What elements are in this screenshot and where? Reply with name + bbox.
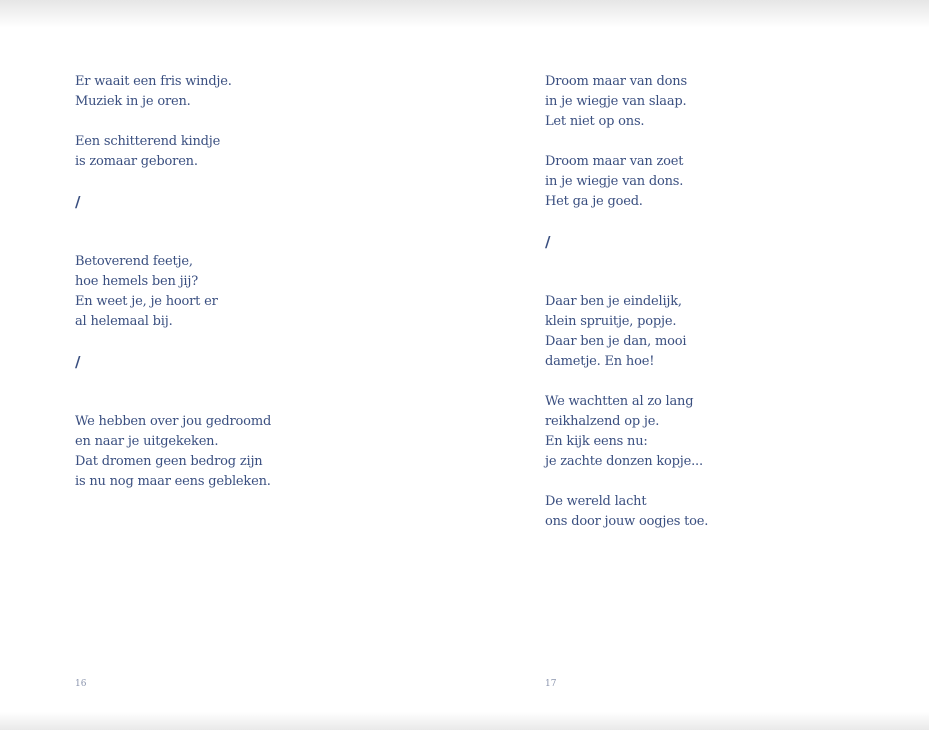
poem-line: De wereld lacht	[545, 494, 647, 509]
stanza	[75, 72, 271, 112]
poem-line: in je wiegje van slaap.	[545, 94, 687, 109]
poem-line: Daar ben je eindelijk,	[545, 294, 682, 309]
stanza	[545, 292, 708, 372]
right-page	[465, 0, 929, 730]
poem-line: En weet je, je hoort er	[75, 294, 218, 309]
poem-line: al helemaal bij.	[75, 314, 173, 329]
poem-text-left	[75, 72, 271, 512]
poem-line: Er waait een fris windje.	[75, 74, 232, 89]
stanza	[545, 72, 708, 132]
poem-line: reikhalzend op je.	[545, 414, 660, 429]
poem-line: ons door jouw oogjes toe.	[545, 514, 709, 529]
poem-line: Let niet op ons.	[545, 114, 645, 129]
poem-line: Droom maar van dons	[545, 74, 687, 89]
poem-line: je zachte donzen kopje...	[545, 454, 703, 469]
poem-line: Het ga je goed.	[545, 194, 643, 209]
page-number: 17	[545, 679, 557, 689]
poem-text-right	[545, 72, 708, 552]
poem-line: Droom maar van zoet	[545, 154, 684, 169]
poem-line: Dat dromen geen bedrog zijn	[75, 454, 263, 469]
poem-line: We hebben over jou gedroomd	[75, 414, 272, 429]
poem-line: dametje. En hoe!	[545, 354, 655, 369]
section-separator: /	[75, 353, 81, 371]
page-number: 16	[75, 679, 87, 689]
stanza	[545, 152, 708, 212]
poem-line: Daar ben je dan, mooi	[545, 334, 687, 349]
poem-line: en naar je uitgekeken.	[75, 434, 219, 449]
stanza	[545, 392, 708, 472]
poem-line: hoe hemels ben jij?	[75, 274, 198, 289]
poem-line: We wachtten al zo lang	[545, 394, 694, 409]
stanza	[75, 252, 271, 332]
stanza	[545, 492, 708, 532]
poem-line: Betoverend feetje,	[75, 254, 193, 269]
poem-line: in je wiegje van dons.	[545, 174, 684, 189]
section-separator: /	[545, 233, 551, 251]
poem-line: Muziek in je oren.	[75, 94, 191, 109]
poem-line: Een schitterend kindje	[75, 134, 221, 149]
poem-line: is nu nog maar eens gebleken.	[75, 474, 271, 489]
section-separator: /	[75, 193, 81, 211]
poem-line: is zomaar geboren.	[75, 154, 198, 169]
poem-line: klein spruitje, popje.	[545, 314, 677, 329]
stanza	[75, 412, 271, 492]
stanza	[75, 132, 271, 172]
left-page	[0, 0, 464, 730]
poem-line: En kijk eens nu:	[545, 434, 648, 449]
